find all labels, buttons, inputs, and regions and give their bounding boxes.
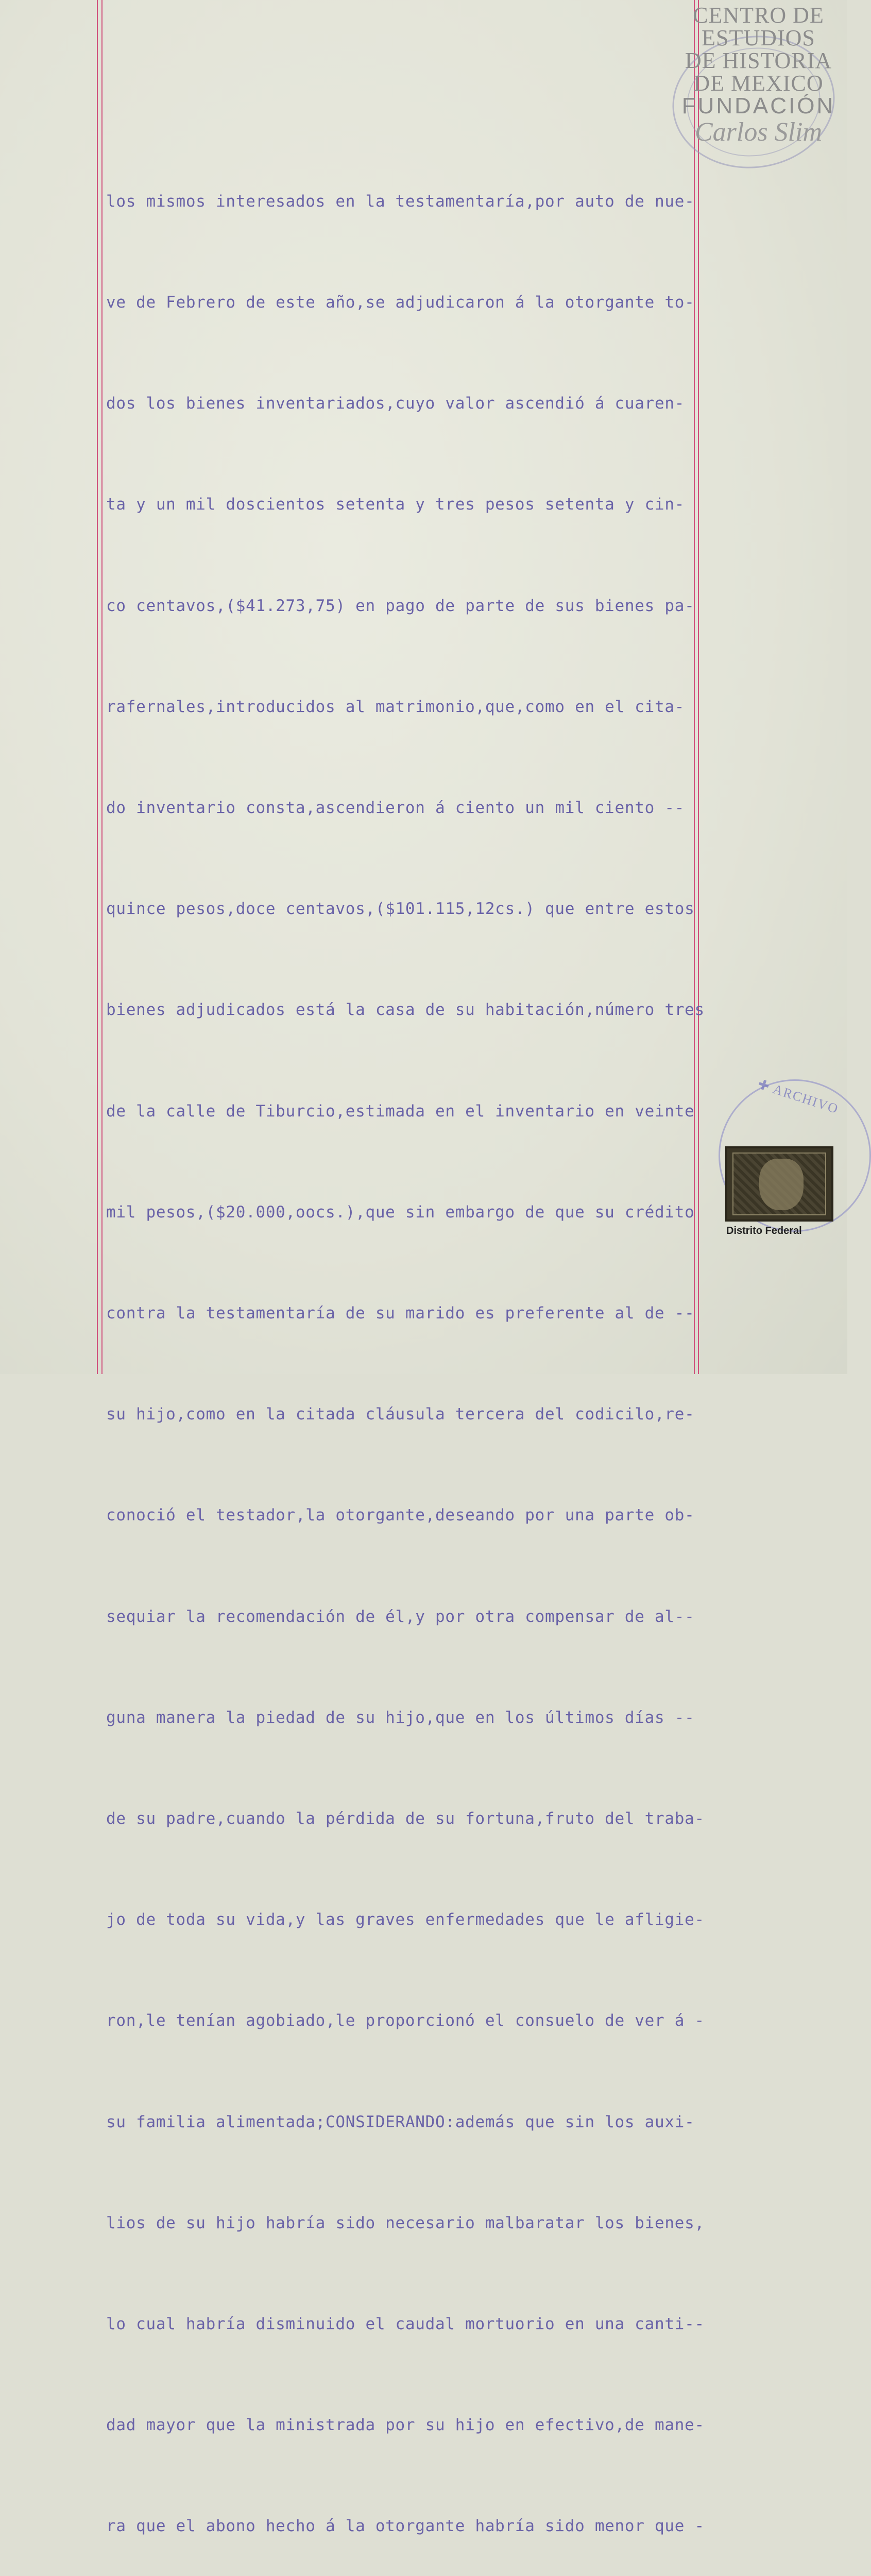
logo-line: FUNDACIÓN [681, 93, 835, 118]
text-line: de la calle de Tiburcio,estimada en el inventario en veinte [106, 1101, 695, 1121]
typewritten-body [106, 117, 724, 2576]
text-line: conoció el testador,la otorgante,deseando por una parte ob- [106, 1506, 695, 1525]
text-line: lo cual habría disminuido el caudal mortuorio en una canti-- [106, 2315, 705, 2334]
text-line: ra que el abono hecho á la otorgante habría sido menor que - [106, 2517, 705, 2536]
text-line: quince pesos,doce centavos,($101.115,12cs.) que entre estos [106, 900, 695, 919]
text-line: lios de su hijo habría sido necesario malbaratar los bienes, [106, 2213, 705, 2232]
text-line: co centavos,($41.273,75) en pago de parte de sus bienes pa- [106, 596, 695, 615]
text-line: los mismos interesados en la testamentaría,por auto de nue- [106, 192, 695, 211]
text-line: su familia alimentada;CONSIDERANDO:además que sin los auxi- [106, 2112, 695, 2131]
text-line: mil pesos,($20.000,oocs.),que sin embargo de que su crédito [106, 1202, 695, 1222]
seal-text: ✚ ARCHIVO [756, 1076, 841, 1117]
text-line: dos los bienes inventariados,cuyo valor ascendió á cuaren- [106, 394, 685, 413]
text-line: rafernales,introducidos al matrimonio,que,como en el cita- [106, 697, 685, 716]
text-line: dad mayor que la ministrada por su hijo en efectivo,de mane- [106, 2416, 705, 2435]
left-margin-line-inner [101, 0, 103, 1374]
logo-line: DE HISTORIA [685, 48, 832, 73]
logo-line: ESTUDIOS [702, 25, 815, 50]
text-line: do inventario consta,ascendieron á ciento un mil ciento -- [106, 799, 685, 818]
text-line: guna manera la piedad de su hijo,que en los últimos días -- [106, 1708, 695, 1727]
left-margin-line-outer [97, 0, 98, 1374]
text-line: sequiar la recomendación de él,y por otra compensar de al-- [106, 1607, 695, 1626]
text-line: contra la testamentaría de su marido es preferente al de -- [106, 1304, 695, 1323]
text-line: ve de Febrero de este año,se adjudicaron á la otorgante to- [106, 293, 695, 312]
logo-signature: Carlos Slim [694, 117, 823, 147]
revenue-stamp-image [725, 1146, 833, 1222]
logo-line: DE MEXICO [693, 71, 824, 96]
text-line: jo de toda su vida,y las graves enfermedades que le afligie- [106, 1910, 705, 1929]
text-line: de su padre,cuando la pérdida de su fortuna,fruto del traba- [106, 1809, 705, 1828]
logo-line: CENTRO DE [693, 3, 824, 28]
text-line: ta y un mil doscientos setenta y tres pesos setenta y cin- [106, 495, 685, 514]
text-line: ron,le tenían agobiado,le proporcionó el consuelo de ver á - [106, 2011, 705, 2030]
text-line: su hijo,como en la citada cláusula tercera del codicilo,re- [106, 1405, 695, 1424]
text-line: bienes adjudicados está la casa de su habitación,número tres [106, 1001, 705, 1020]
revenue-stamp-caption: Distrito Federal [726, 1225, 802, 1236]
